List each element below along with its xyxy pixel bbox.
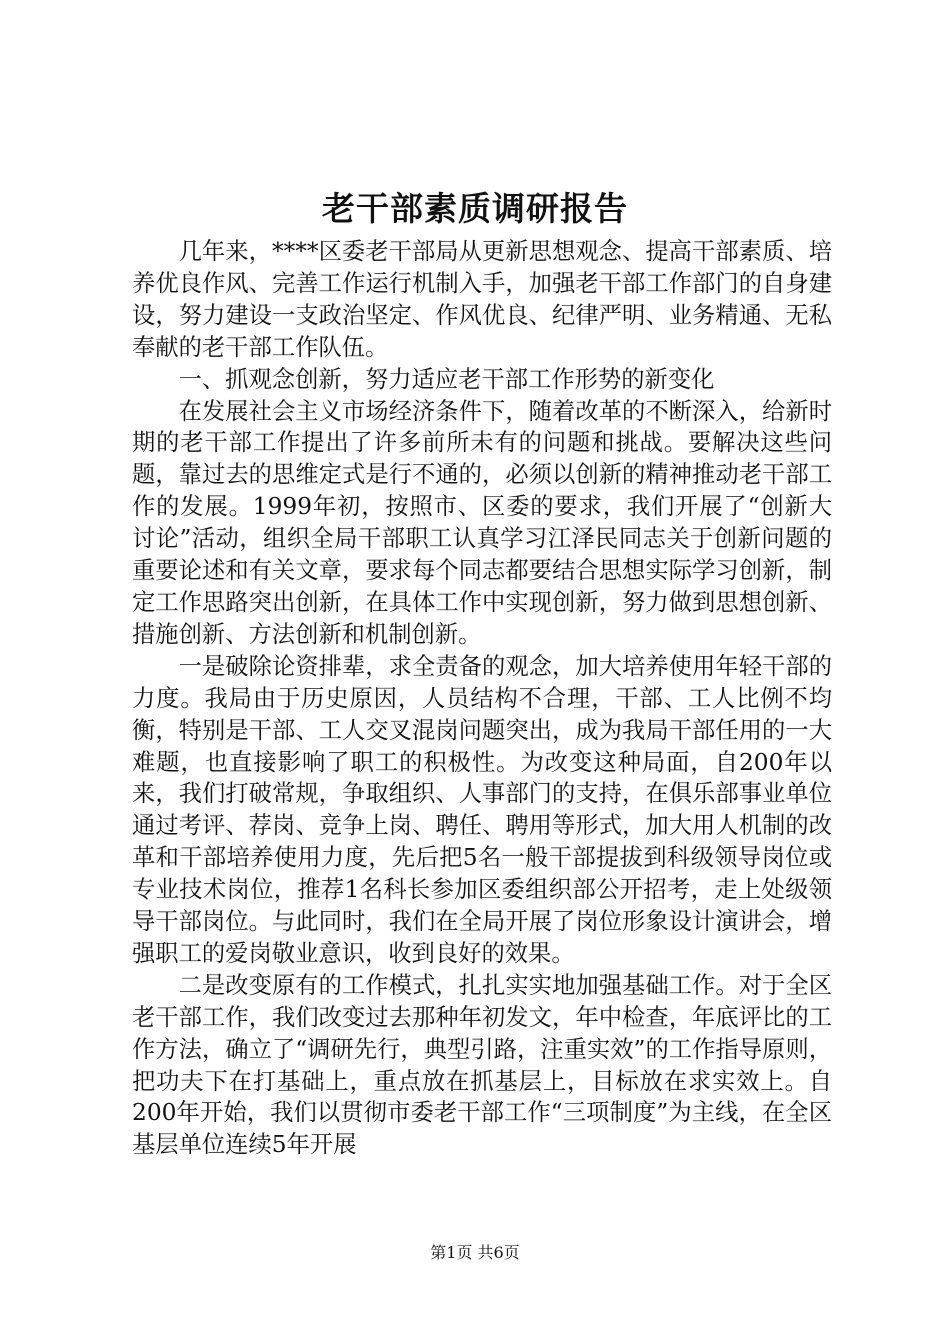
paragraph-intro: 几年来，****区委老干部局从更新思想观念、提高干部素质、培养优良作风、完善工作运行机制入手，加强老干部工作部门的自身建设，努力建设一支政治坚定、作风优良、纪律严明、业务精通、无私奉献的老干部工作队伍。 [132, 238, 832, 361]
document-body [132, 236, 832, 1161]
paragraph-point-1: 一是破除论资排辈，求全责备的观念，加大培养使用年轻干部的力度。我局由于历史原因，人员结构不合理，干部、工人比例不均衡，特别是干部、工人交叉混岗问题突出，成为我局干部任用的一大难题，也直接影响了职工的积极性。为改变这种局面，自200年以来，我们打破常规，争取组织、人事部门的支持，在俱乐部事业单位通过考评、荐岗、竞争上岗、聘任、聘用等形式，加大用人机制的改革和干部培养使用力度，先后把5名一般干部提拔到科级领导岗位或专业技术岗位，推荐1名科长参加区委组织部公开招考，走上处级领导干部岗位。与此同时，我们在全局开展了岗位形象设计演讲会，增强职工的爱岗敬业意识，收到良好的效果。 [132, 652, 832, 967]
paragraph-section-1: 在发展社会主义市场经济条件下，随着改革的不断深入，给新时期的老干部工作提出了许多前所未有的问题和挑战。要解决这些问题，靠过去的思维定式是行不通的，必须以创新的精神推动老干部工作的发展。1999年初，按照市、区委的要求，我们开展了“创新大讨论”活动，组织全局干部职工认真学习江泽民同志关于创新问题的重要论述和有关文章，要求每个同志都要结合思想实际学习创新，制定工作思路突出创新，在具体工作中实现创新，努力做到思想创新、措施创新、方法创新和机制创新。 [132, 397, 832, 648]
page-number-footer: 第1页 共6页 [430, 1243, 520, 1262]
section-heading-1: 一、抓观念创新，努力适应老干部工作形势的新变化 [178, 365, 715, 393]
document-title: 老干部素质调研报告 [322, 189, 628, 228]
paragraph-point-2: 二是改变原有的工作模式，扎扎实实地加强基础工作。对于全区老干部工作，我们改变过去那种年初发文，年中检查，年底评比的工作方法，确立了“调研先行，典型引路，注重实效”的工作指导原则，把功夫下在打基础上，重点放在抓基层上，目标放在求实效上。自200年开始，我们以贯彻市委老干部工作“三项制度”为主线，在全区基层单位连续5年开展 [132, 971, 832, 1159]
